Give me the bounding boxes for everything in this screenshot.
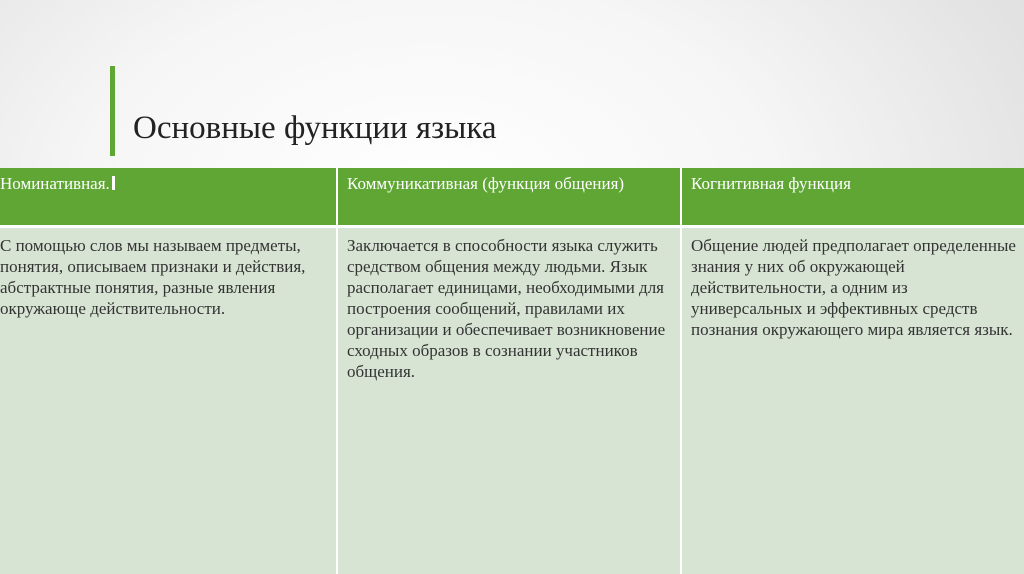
title-accent-bar (110, 66, 115, 156)
functions-table (0, 168, 1024, 574)
header-cognitive: Когнитивная функция (681, 168, 1024, 226)
table-header-row (0, 168, 1024, 226)
slide-title: Основные функции языка (133, 110, 497, 146)
cell-nominative-description: С помощью слов мы называем предметы, понятия, описываем признаки и действия, абстрактные понятия, разные явления окружающе действительности. (0, 226, 337, 574)
text-cursor (112, 176, 115, 190)
table-row (0, 226, 1024, 574)
cell-cognitive-description: Общение людей предполагает определенные знания у них об окружающей действительности, а одним из универсальных и эффективных средств познания окружающего мира является язык. (681, 226, 1024, 574)
header-nominative (0, 168, 337, 226)
cell-communicative-description: Заключается в способности языка служить средством общения между людьми. Язык располагает единицами, необходимыми для построения сообщений, правилами их организации и обеспечивает возникновение сходных образов в сознании участников общения. (337, 226, 681, 574)
header-nominative-label: Номинативная. (0, 174, 110, 193)
header-communicative: Коммуникативная (функция общения) (337, 168, 681, 226)
